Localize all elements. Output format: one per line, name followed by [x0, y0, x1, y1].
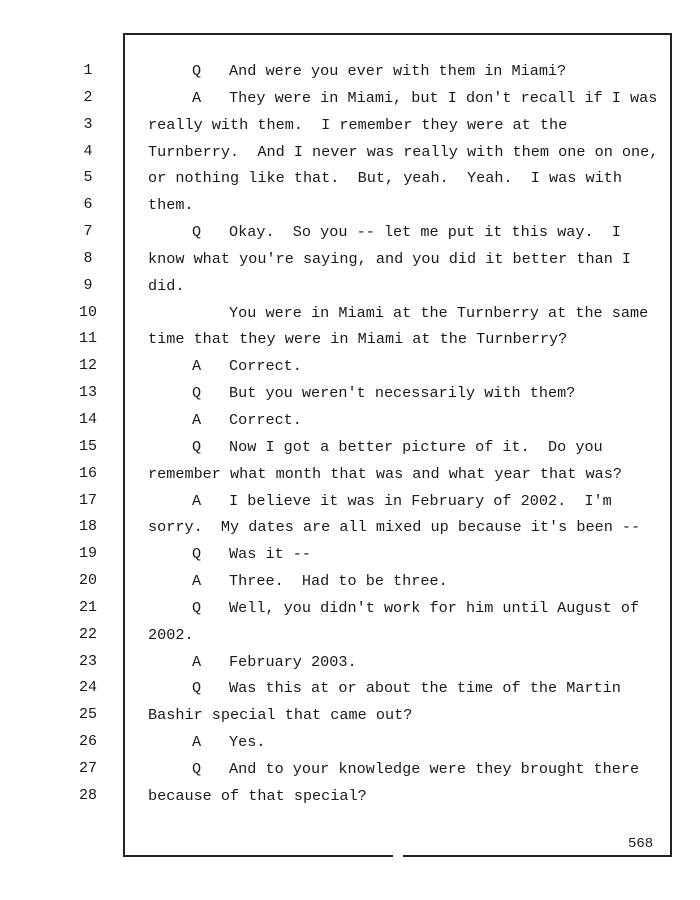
- transcript-line: [148, 461, 668, 488]
- transcript-line: [148, 85, 668, 112]
- speaker-label: A: [192, 357, 202, 376]
- line-text: Now I got a better picture of it. Do you: [229, 437, 603, 456]
- speaker-label: Q: [192, 384, 202, 403]
- line-text: Correct.: [229, 357, 302, 376]
- line-number: 13: [78, 384, 97, 402]
- speaker-label: Q: [192, 437, 202, 456]
- line-text: remember what month that was and what year that was?: [148, 464, 622, 483]
- line-number: 14: [78, 410, 97, 428]
- transcript-line: [148, 58, 668, 85]
- line-text: Was this at or about the time of the Martin: [229, 679, 621, 698]
- speaker-label: A: [192, 652, 202, 671]
- line-text: And were you ever with them in Miami?: [229, 62, 567, 80]
- line-number: 17: [78, 491, 97, 509]
- speaker-label: Q: [192, 598, 202, 617]
- line-text: time that they were in Miami at the Turnberry?: [148, 330, 568, 349]
- line-number: 25: [78, 706, 97, 724]
- line-text: Three. Had to be three.: [229, 572, 448, 591]
- speaker-label: Q: [192, 679, 202, 698]
- line-number: 15: [78, 437, 97, 455]
- transcript-line: [148, 353, 668, 380]
- transcript-line: [148, 514, 668, 541]
- transcript-line: [148, 783, 668, 810]
- bottom-rule-left: [123, 855, 393, 857]
- line-text: You were in Miami at the Turnberry at the same: [229, 303, 649, 322]
- line-text: know what you're saying, and you did it better than I: [148, 249, 632, 268]
- line-number: 1: [83, 62, 93, 79]
- line-number: 23: [78, 652, 97, 670]
- transcript-line: [148, 300, 668, 327]
- line-text: because of that special?: [148, 786, 367, 805]
- line-text: I believe it was in February of 2002. I'm: [229, 491, 612, 510]
- transcript-line: [148, 541, 668, 568]
- transcript-line: [148, 326, 668, 353]
- speaker-label: A: [192, 733, 202, 752]
- line-text: And to your knowledge were they brought there: [229, 759, 640, 778]
- transcript-line: [148, 165, 668, 192]
- page-number: 568: [628, 836, 654, 852]
- line-number: 18: [78, 518, 97, 536]
- transcript-line: [148, 595, 668, 622]
- line-text: Correct.: [229, 410, 302, 429]
- line-number: 24: [78, 679, 97, 697]
- transcript-line: [148, 675, 668, 702]
- transcript-line: [148, 568, 668, 595]
- line-text: Turnberry. And I never was really with them one on one,: [148, 142, 659, 161]
- line-number: 7: [83, 223, 93, 241]
- speaker-label: A: [192, 410, 202, 429]
- line-number: 6: [83, 196, 93, 214]
- speaker-label: A: [192, 491, 202, 510]
- transcript-line: [148, 112, 668, 139]
- line-text: Bashir special that came out?: [148, 706, 413, 725]
- line-number: 9: [83, 276, 93, 294]
- transcript-line: [148, 622, 668, 649]
- line-number: 10: [78, 303, 97, 321]
- line-text: Was it --: [229, 545, 312, 564]
- line-number: 16: [78, 464, 97, 482]
- line-number: 26: [78, 733, 97, 751]
- speaker-label: A: [192, 572, 202, 591]
- line-number: 28: [78, 786, 97, 804]
- line-text: or nothing like that. But, yeah. Yeah. I was with: [148, 169, 622, 188]
- line-text: sorry. My dates are all mixed up because it's been --: [148, 518, 641, 537]
- line-number: 12: [78, 357, 97, 375]
- line-number: 11: [78, 330, 97, 348]
- transcript-line: [148, 649, 668, 676]
- line-text: Okay. So you -- let me put it this way. I: [229, 223, 621, 242]
- transcript-line: [148, 219, 668, 246]
- speaker-label: Q: [192, 62, 202, 80]
- line-number: 8: [83, 249, 93, 267]
- line-number: 20: [78, 572, 97, 590]
- line-text: Yes.: [229, 733, 266, 752]
- line-number: 2: [83, 88, 93, 106]
- transcript-line: [148, 192, 668, 219]
- transcript-line: [148, 702, 668, 729]
- transcript-line: [148, 729, 668, 756]
- line-text: did.: [148, 276, 185, 295]
- line-number: 4: [83, 142, 93, 160]
- transcript-line: [148, 488, 668, 515]
- line-text: They were in Miami, but I don't recall if I was: [229, 88, 658, 107]
- line-number: 21: [78, 598, 97, 616]
- line-number: 27: [78, 759, 97, 777]
- speaker-label: Q: [192, 223, 202, 242]
- transcript-line: [148, 380, 668, 407]
- line-text: Well, you didn't work for him until August of: [229, 598, 640, 617]
- line-number: 3: [83, 115, 93, 133]
- line-number: 19: [78, 545, 97, 563]
- transcript-line: [148, 273, 668, 300]
- line-text: really with them. I remember they were at the: [148, 115, 568, 134]
- speaker-label: A: [192, 88, 202, 107]
- line-text: 2002.: [148, 625, 194, 644]
- line-text: them.: [148, 196, 194, 215]
- line-number: 22: [78, 625, 97, 643]
- speaker-label: Q: [192, 545, 202, 564]
- transcript-line: [148, 139, 668, 166]
- line-text: February 2003.: [229, 652, 357, 671]
- line-text: But you weren't necessarily with them?: [229, 384, 576, 403]
- transcript-line: [148, 756, 668, 783]
- transcript-line: [148, 434, 668, 461]
- transcript-line: [148, 246, 668, 273]
- bottom-rule-right: [403, 855, 672, 857]
- transcript-line: [148, 407, 668, 434]
- speaker-label: Q: [192, 759, 202, 778]
- line-number: 5: [83, 169, 93, 187]
- transcript-body: [148, 58, 668, 810]
- line-number-column: [70, 58, 106, 810]
